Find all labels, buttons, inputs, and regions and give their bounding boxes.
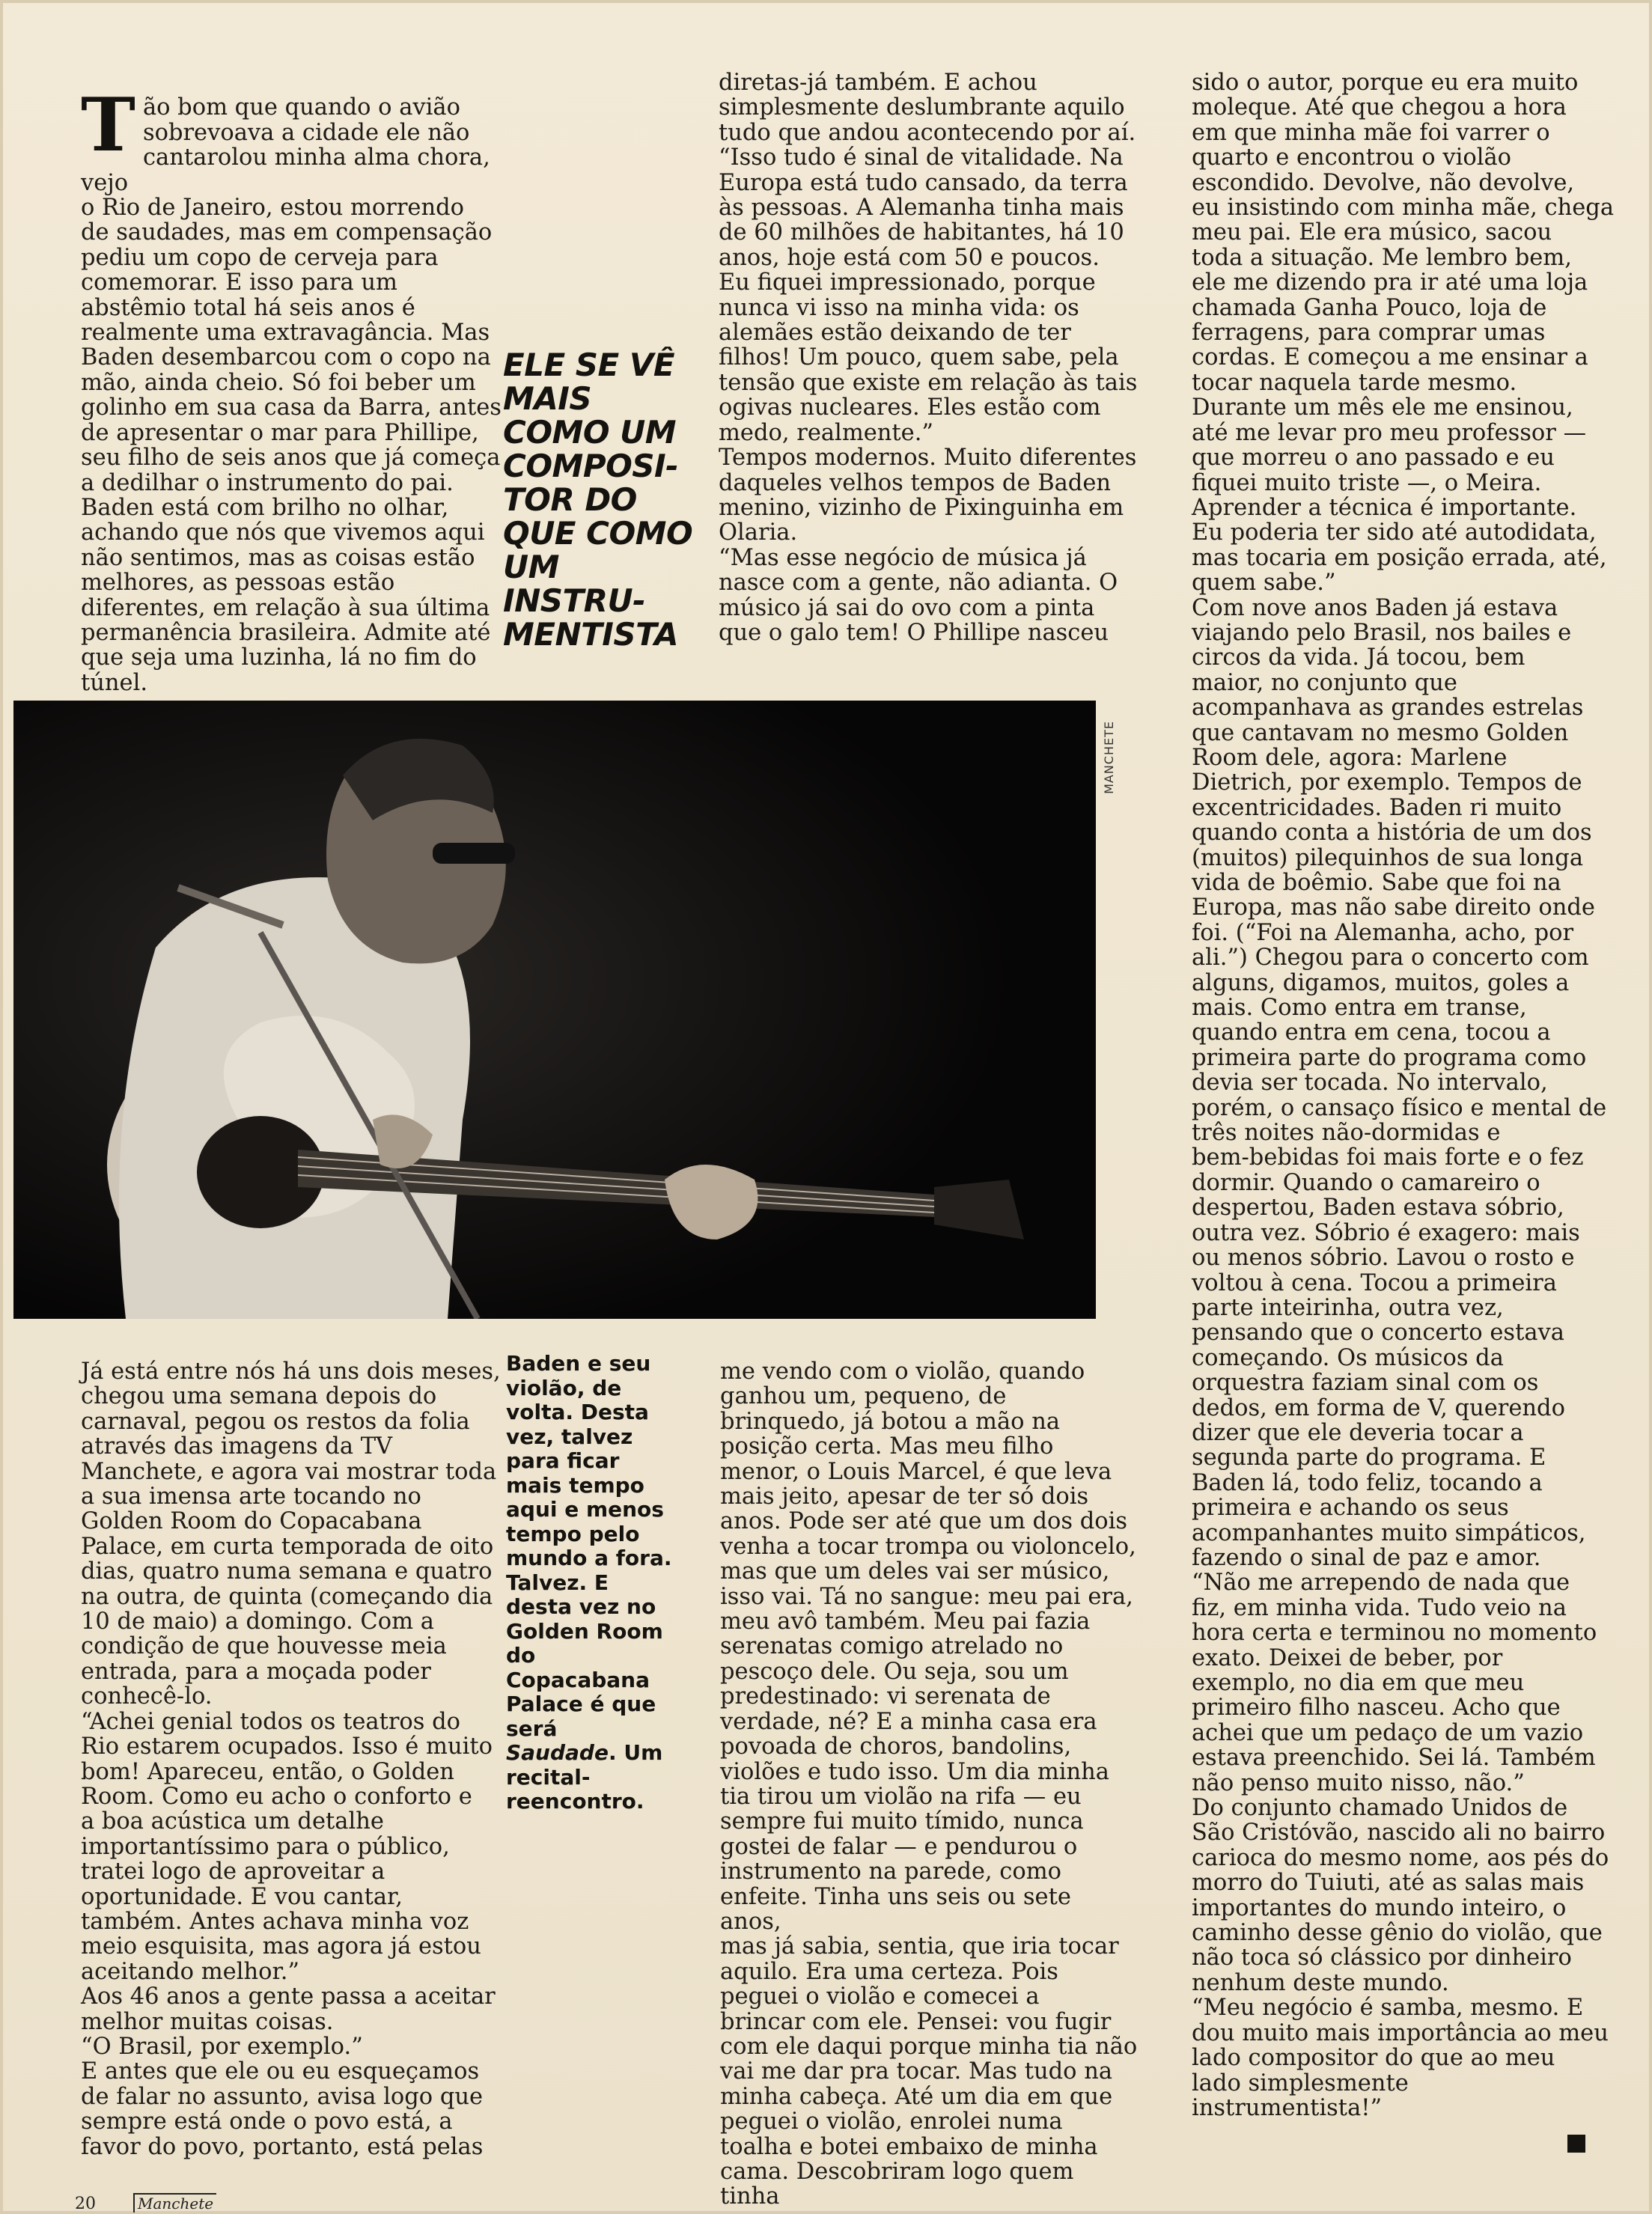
page-number: 20 xyxy=(75,2195,96,2213)
caption-emphasis: Saudade xyxy=(506,1740,609,1765)
article-column-3: sido o autor, porque eu era muito moleque. Até que chegou a hora em que minha mãe foi varrer o quarto e encontrou o violão escondido. Devolve, não devolve, eu insistindo com minha mãe, chega meu pai. Ele era músico, sacou toda a situação. Me lembro bem, ele me dizendo pra ir até uma loja chamada Ganha Pouco, loja de ferragens, para comprar umas cordas. E começou a me ensinar a tocar naquela tarde mesmo. Durante um mês ele me ensinou, até me levar pro meu professor — que morreu o ano passado e eu fiquei muito triste —, o Meira. Aprender a técnica é importante. Eu poderia ter sido até autodidata, mas tocaria em posição errada, até, quem sabe.” Com nove anos Baden já estava viajando pelo Brasil, nos bailes e circos da vida. Já tocou, bem maior, no conjunto que acompanhava as grandes estrelas que cantavam no mesmo Golden Room dele, agora: Marlene Dietrich, por exemplo. Tempos de excentricidades. Baden ri muito quando conta a história de um dos (muitos) pilequinhos de sua longa vida de boêmio. Sabe que foi na Europa, mas não sabe direito onde foi. (“Foi na Alemanha, acho, por ali.”) Chegou para o concerto com alguns, digamos, muitos, goles a mais. Como entra em transe, quando entra em cena, tocou a primeira parte do programa como devia ser tocada. No intervalo, porém, o cansaço físico e mental de três noites não-dormidas e bem-bebidas foi mais forte e o fez dormir. Quando o camareiro o despertou, Baden estava sóbrio, outra vez. Sóbrio é exagero: mais ou menos sóbrio. Lavou o rosto e voltou à cena. Tocou a primeira parte inteirinha, outra vez, pensando que o concerto estava começando. Os músicos da orquestra faziam sinal com os dedos, em forma de V, querendo dizer que ele deveria tocar a segunda parte do programa. E Baden lá, todo feliz, tocando a primeira e achando os seus acompanhantes muito simpáticos, fazendo o sinal de paz e amor. “Não me arrependo de nada que fiz, em minha vida. Tudo veio na hora certa e terminou no momento exato. Deixei de beber, por exemplo, no dia em que meu primeiro filho nasceu. Acho que achei que um pedaço de um vazio estava preenchido. Sei lá. Também não penso muito nisso, não.” Do conjunto chamado Unidos de São Cristóvão, nascido ali no bairro carioca do mesmo nome, aos pés do morro do Tuiuti, até as salas mais importantes do mundo inteiro, o caminho desse gênio do violão, que não toca só clássico por dinheiro nenhum deste mundo. “Meu negócio é samba, mesmo. E dou muito mais importância ao meu lado compositor do que ao meu lado simplesmente instrumentista!” xyxy=(1192,70,1615,2121)
article-column-2-top: diretas-já também. E achou simplesmente deslumbrante aquilo tudo que andou acontecendo por aí. “Isso tudo é sinal de vitalidade. Na Europa está tudo cansado, da terra às pessoas. A Alemanha tinha mais de 60 milhões de habitantes, há 10 anos, hoje está com 50 e poucos. Eu fiquei impressionado, porque nunca vi isso na minha vida: os alemães estão deixando de ter filhos! Um pouco, quem sabe, pela tensão que existe em relação às tais ogivas nucleares. Eles estão com medo, realmente.” Tempos modernos. Muito diferentes daqueles velhos tempos de Baden menino, vizinho de Pixinguinha em Olaria. “Mas esse negócio de música já nasce com a gente, não adianta. O músico já sai do ovo com a pinta que o galo tem! O Phillipe nasceu xyxy=(719,70,1138,646)
magazine-logo: Manchete xyxy=(133,2193,216,2213)
article-column-1-bottom: Já está entre nós há uns dois meses, chegou uma semana depois do carnaval, pegou os restos da folia através das imagens da TV Manchete, e agora vai mostrar toda a sua imensa arte tocando no Golden Room do Copacabana Palace, em curta temporada de oito dias, quatro numa semana e quatro na outra, de quinta (começando dia 10 de maio) a domingo. Com a condição de que houvesse meia entrada, para a moçada poder conhecê-lo. “Achei genial todos os teatros do Rio estarem ocupados. Isso é muito bom! Apareceu, então, o Golden Room. Como eu acho o conforto e a boa acústica um detalhe importantíssimo para o público, tratei logo de aproveitar a oportunidade. E vou cantar, também. Antes achava minha voz meio esquisita, mas agora já estou aceitando melhor.” Aos 46 anos a gente passa a aceitar melhor muitas coisas. “O Brasil, por exemplo.” E antes que ele ou eu esqueçamos de falar no assunto, avisa logo que sempre está onde o povo está, a favor do povo, portanto, está pelas xyxy=(81,1358,501,2160)
caption-text-2: . Um recital- reencontro. xyxy=(506,1740,663,1814)
caption-text-1: Baden e seu violão, de volta. Desta vez, talvez para ficar mais tempo aqui e menos tempo pelo mundo a fora. Talvez. E desta vez no Golden Room do Copacabana Palace é que será xyxy=(506,1351,672,1741)
photo-credit xyxy=(1102,721,1121,818)
photo-credit-text: MANCHETE xyxy=(1102,721,1116,794)
article-column-1-top xyxy=(81,70,515,695)
end-of-article-mark xyxy=(1567,2135,1585,2153)
photo-baden-with-guitar xyxy=(13,701,1096,1319)
photo-caption xyxy=(506,1352,701,1814)
guitarist-photo-icon xyxy=(13,701,1096,1319)
article-column-2-bottom: me vendo com o violão, quando ganhou um, pequeno, de brinquedo, já botou a mão na posição certa. Mas meu filho menor, o Louis Marcel, é que leva mais jeito, apesar de ter só dois anos. Pode ser até que um dos dois venha a tocar trompa ou violoncelo, mas que um deles vai ser músico, isso vai. Tá no sangue: meu pai era, meu avô também. Meu pai fazia serenatas comigo atrelado no pescoço dele. Ou seja, sou um predestinado: vi serenata de verdade, né? E a minha casa era povoada de choros, bandolins, violões e tudo isso. Um dia minha tia tirou um violão na rifa — eu sempre fui muito tímido, nunca gostei de falar — e pendurou o instrumento na parede, como enfeite. Tinha uns seis ou sete anos, mas já sabia, sentia, que iria tocar aquilo. Era uma certeza. Pois peguei o violão e comecei a brincar com ele. Pensei: vou fugir com ele daqui porque minha tia não vai me dar pra tocar. Mas tudo na minha cabeça. Até um dia em que peguei o violão, enrolei numa toalha e botei embaixo de minha cama. Descobriram logo quem tinha xyxy=(720,1358,1138,2210)
article-text-1: ão bom que quando o avião sobrevoava a cidade ele não cantarolou minha alma chora, vejo o Rio de Janeiro, estou morrendo de saudades, mas em compensação pediu um copo de cerveja para comemorar. E isso para um abstêmio total há seis anos é realmente uma extravagância. Mas Baden desembarcou com o copo na mão, ainda cheio. Só foi beber um golinho em sua casa da Barra, antes de apresentar o mar para Phillipe, seu filho de seis anos que já começa a dedilhar o instrumento do pai. Baden está com brilho no olhar, achando que nós que vivemos aqui não sentimos, mas as coisas estão melhores, as pessoas estão diferentes, em relação à sua última permanência brasileira. Admite até que seja uma luzinha, lá no fim do túnel. xyxy=(81,94,502,696)
drop-cap: T xyxy=(81,82,135,169)
pull-quote: ELE SE VÊ MAIS COMO UM COMPOSI- TOR DO QUE COMO UM INSTRU- MENTISTA xyxy=(503,347,693,653)
